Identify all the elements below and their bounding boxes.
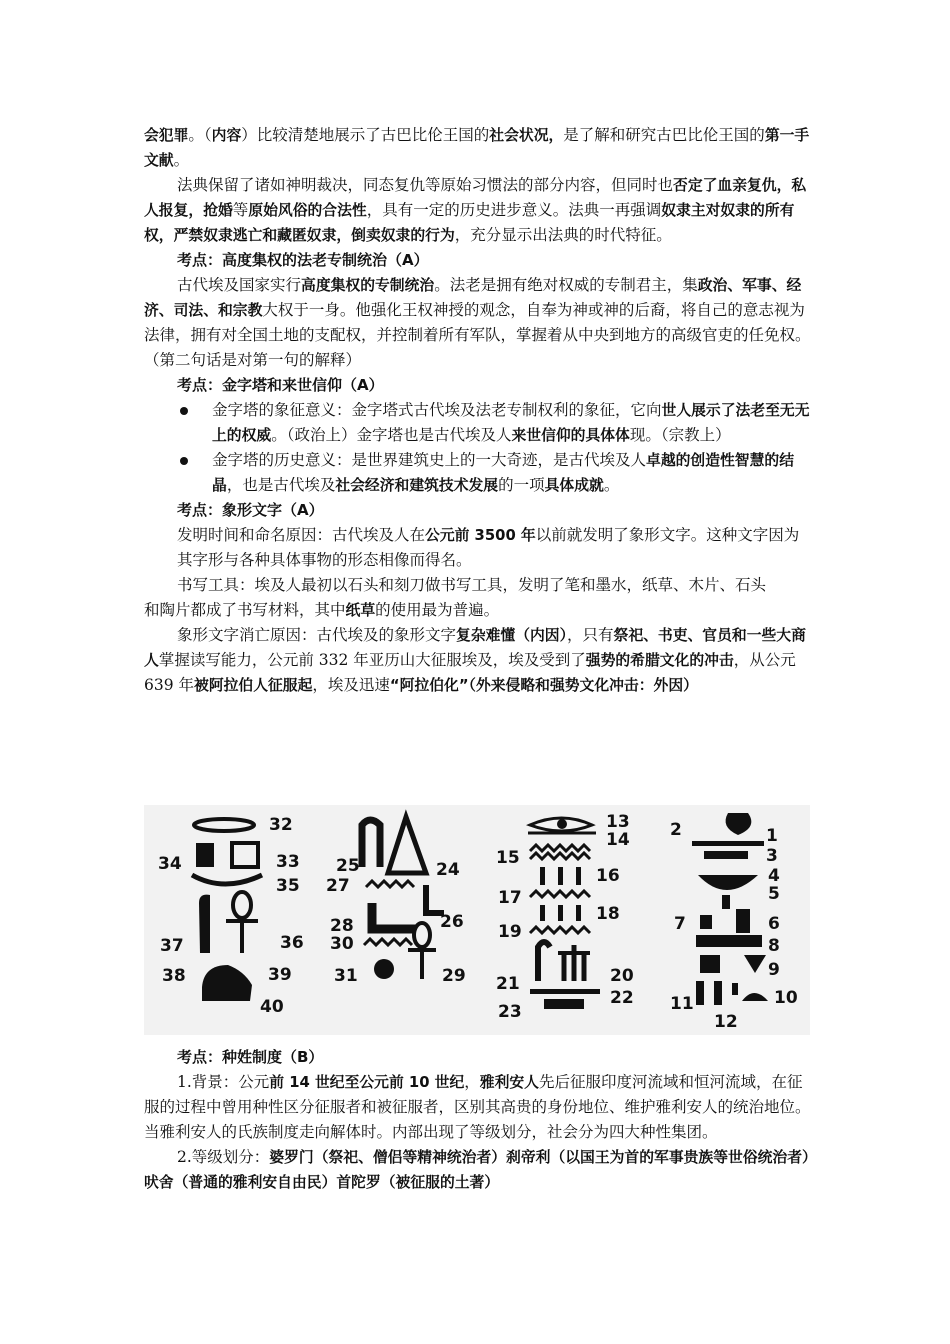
glyph-label: 33 <box>276 852 300 872</box>
glyph-label: 40 <box>260 997 284 1017</box>
bullet-item-historical-meaning: 金字塔的历史意义：是世界建筑史上的一大奇迹，是古代埃及人卓越的创造性智慧的结晶，也是古代埃及社会经济和建筑技术发展的一项具体成就。 <box>144 448 812 498</box>
glyph-label: 17 <box>498 888 522 908</box>
mouth-glyph <box>194 819 254 831</box>
glyph-label: 2 <box>670 820 682 840</box>
paragraph-pharaoh-rule: 古代埃及国家实行高度集权的专制统治。法老是拥有绝对权威的专制君主，集政治、军事、经济、司法、和宗教大权于一身。他强化王权神授的观念，自奉为神或神的后裔，将自己的意志视为法律，拥有对全国土地的支配权，并控制着所有军队，掌握着从中央到地方的高级官吏的任免权。（第二句话是对第一句的解释） <box>144 276 811 369</box>
heading-caste-system: 考点：种姓制度（B） <box>177 1048 324 1066</box>
plant-glyph <box>564 945 584 981</box>
glyph-label: 37 <box>160 936 184 956</box>
glyph-group-a <box>158 815 304 1017</box>
glyph-label: 16 <box>596 866 620 886</box>
hieroglyph-image <box>144 805 810 1035</box>
glyph-label: 20 <box>610 966 634 986</box>
glyph-label: 8 <box>768 936 780 956</box>
bullet-icon <box>180 457 188 465</box>
block-glyph <box>196 843 214 867</box>
arm-glyph <box>199 895 210 953</box>
heading-pharaoh-rule: 考点：高度集权的法老专制统治（A） <box>177 251 429 269</box>
glyph-label: 3 <box>766 846 778 866</box>
heading-pyramids: 考点：金字塔和来世信仰（A） <box>177 376 384 394</box>
glyph-label: 21 <box>496 974 520 994</box>
glyph-label: 27 <box>326 876 350 896</box>
triangle-glyph <box>388 817 426 873</box>
glyph-label: 38 <box>162 966 186 986</box>
paragraph-writing-tools: 书写工具：埃及人最初以石头和刻刀做书写工具，发明了笔和墨水，纸草、木片、石头 <box>177 576 767 594</box>
paragraph-caste-background: 1.背景：公元前 14 世纪至公元前 10 世纪，雅利安人先后征服印度河流域和恒河流域，在征服的过程中曾用种性区分征服者和被征服者，区别其高贵的身份地位、维护雅利安人的统治地位。当雅利安人的氏族制度走向解体时。内部出现了等级划分，社会分为四大种性集团。 <box>144 1073 811 1141</box>
glyph-label: 35 <box>276 876 300 896</box>
leg-glyph <box>372 903 416 929</box>
glyph-label: 11 <box>670 994 694 1014</box>
bread-glyph <box>232 843 258 867</box>
text-block-upper <box>144 123 812 698</box>
paragraph-caste-ranks: 2.等级划分：婆罗门（祭祀、僧侣等精神统治者）刹帝利（以国王为首的军事贵族等世俗统治者）吠舍（普通的雅利安自由民）首陀罗（被征服的土著） <box>144 1148 810 1191</box>
glyph-label: 24 <box>436 860 460 880</box>
glyph-label: 12 <box>714 1012 738 1032</box>
reed-glyph <box>362 820 380 867</box>
glyph-label: 13 <box>606 812 630 832</box>
glyph-label: 1 <box>766 826 778 846</box>
sun-disc-glyph <box>374 959 394 979</box>
glyph-label: 18 <box>596 904 620 924</box>
reed-glyph <box>538 942 550 981</box>
glyph-label: 19 <box>498 922 522 942</box>
glyph-label: 9 <box>768 960 780 980</box>
glyph-label: 7 <box>674 914 686 934</box>
basket-glyph <box>192 875 262 884</box>
bullet-item-symbolic-meaning: 金字塔的象征意义：金字塔式古代埃及法老专制权利的象征，它向世人展示了法老至无无上的权威。（政治上）金字塔也是古代埃及人来世信仰的具体体现。（宗教上） <box>144 398 812 448</box>
lion-glyph <box>202 965 252 1001</box>
paragraph-decline: 象形文字消亡原因：古代埃及的象形文字复杂难懂（内因），只有祭祀、书吏、官员和一些大商人掌握读写能力，公元前 332 年亚历山大征服埃及，埃及受到了强势的希腊文化的冲击，从公元 639 年被阿拉伯人征服起，埃及迅速“阿拉伯化”（外来侵略和强势文化冲击：外因） <box>144 626 806 694</box>
glyph-label: 23 <box>498 1002 522 1022</box>
glyph-label: 25 <box>336 856 360 876</box>
water-glyph <box>364 939 412 945</box>
ankh-glyph <box>414 923 430 947</box>
glyph-label: 30 <box>330 934 354 954</box>
paragraph-writing-tools-cont: 和陶片都成了书写材料，其中纸草的使用最为普遍。 <box>144 601 500 619</box>
glyph-label: 26 <box>440 912 464 932</box>
glyph-label: 32 <box>269 815 293 835</box>
glyph-label: 39 <box>268 965 292 985</box>
glyph-label: 34 <box>158 854 182 874</box>
glyph-label: 14 <box>606 830 630 850</box>
glyph-label: 22 <box>610 988 634 1008</box>
glyph-label: 36 <box>280 933 304 953</box>
glyph-label: 5 <box>768 884 780 904</box>
bar-glyph <box>544 999 584 1009</box>
glyph-label: 28 <box>330 916 354 936</box>
bar-glyph <box>704 851 748 859</box>
glyph-group-d <box>670 813 798 1032</box>
bullet-icon <box>180 407 188 415</box>
glyph-group-b <box>326 817 466 986</box>
hieroglyph-figure <box>144 805 810 1035</box>
pot-glyph <box>726 813 752 835</box>
heading-hieroglyphs: 考点：象形文字（A） <box>177 501 324 519</box>
water-glyph <box>530 845 590 851</box>
stand-glyph <box>426 885 444 913</box>
glyph-group-c <box>496 812 634 1022</box>
glyph-label: 15 <box>496 848 520 868</box>
pillar-glyph <box>696 981 704 1005</box>
paragraph-code-significance: 法典保留了诸如神明裁决，同态复仇等原始习惯法的部分内容，但同时也否定了血亲复仇，私人报复，抢婚等原始风俗的合法性，具有一定的历史进步意义。法典一再强调奴隶主对奴隶的所有权，严禁奴隶逃亡和藏匿奴隶，倒卖奴隶的行为，充分显示出法典的时代特征。 <box>144 176 807 244</box>
ankh-glyph <box>233 892 251 918</box>
glyph-label: 10 <box>774 988 798 1008</box>
glyph-label: 6 <box>768 914 780 934</box>
bowl-glyph <box>698 875 758 890</box>
paragraph-code-content: 会犯罪。（内容）比较清楚地展示了古巴比伦王国的社会状况，是了解和研究古巴比伦王国的第一手文献。 <box>144 126 810 169</box>
paragraph-invention: 发明时间和命名原因：古代埃及人在公元前 3500 年以前就发明了象形文字。这种文字因为其字形与各种具体事物的形态相像而得名。 <box>177 526 800 569</box>
glyph-label: 31 <box>334 966 358 986</box>
glyph-label: 4 <box>768 866 780 886</box>
text-block-lower <box>144 1045 812 1195</box>
water-glyph <box>366 881 414 887</box>
glyph-label: 29 <box>442 966 466 986</box>
